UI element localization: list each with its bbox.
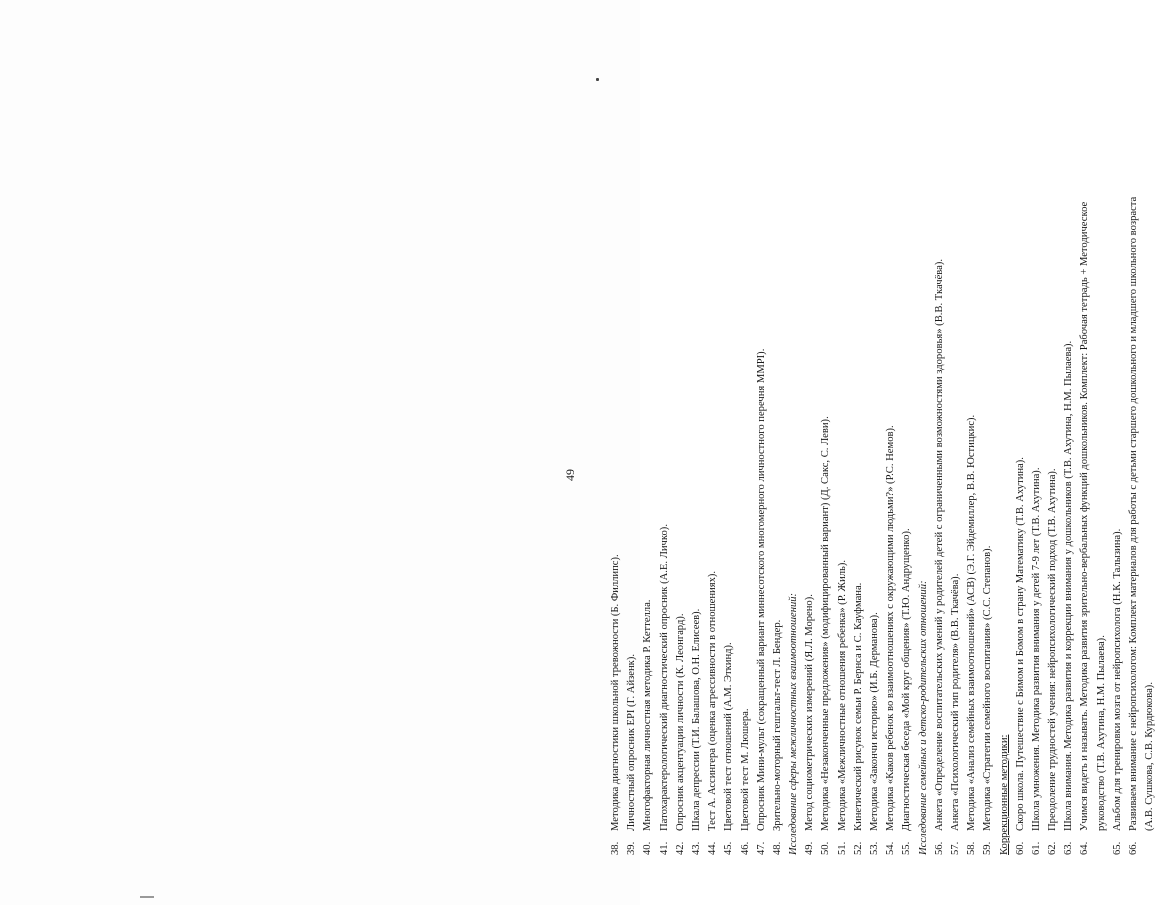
item-text: Многофакторная личностная методика Р. Кеттелла. (642, 599, 654, 831)
list-item (818, 55, 834, 855)
item-number: 40. (642, 841, 654, 855)
item-text: Патохарактерологический диагностический опросник (А.Е. Личко). (658, 524, 670, 831)
section-heading-underlined (997, 55, 1013, 855)
item-number: 44. (707, 841, 719, 855)
list-item (689, 55, 705, 855)
list-item (721, 55, 737, 855)
item-text: Кинетический рисунок семьи Р. Бернса и С. Кауфмана. (852, 582, 864, 831)
item-number: 46. (739, 841, 751, 855)
item-number: 66. (1128, 841, 1139, 855)
item-number: 56. (933, 841, 945, 855)
item-number: 38. (610, 841, 621, 855)
item-number: 54. (885, 841, 897, 855)
list-item (899, 55, 915, 855)
item-text: Методика «Каков ребенок во взаимоотношениях с окружающими людьми?» (Р.С. Немов). (885, 425, 897, 831)
methods-list (608, 55, 1158, 855)
list-item (673, 55, 689, 855)
item-number: 64. (1079, 841, 1091, 855)
item-number: 51. (836, 841, 848, 855)
item-number: 58. (966, 841, 978, 855)
item-text: Учимся видеть и называть. Методика развития зрительно-вербальных функций дошкольников. Комплект: Рабочая тетрадь + Методическое (1079, 201, 1091, 831)
list-item-continuation: руководство (Т.В. Ахутина, Н.М. Пылаева). (1095, 635, 1107, 831)
item-number: 50. (820, 841, 832, 855)
item-text: Методика «Закончи историю» (И.Б. Дерманова). (869, 612, 880, 831)
item-text: Альбом для тренировки мозга от нейропсихолога (Н.К. Талызина). (1111, 528, 1123, 831)
list-item (932, 55, 948, 855)
list-item (835, 55, 851, 855)
list-item (1061, 55, 1077, 855)
list-item (851, 55, 867, 855)
item-text: Методика «Анализ семейных взаимоотношений» (АСВ) (Э.Г. Эйдемиллер, В.В. Юстицкис). (966, 414, 978, 831)
item-number: 57. (949, 841, 961, 855)
rotated-content (560, 45, 1156, 905)
item-number: 45. (723, 841, 735, 855)
item-text: Методика диагностики школьной тревожности (Б. Филлипс). (610, 554, 621, 831)
list-item (754, 55, 770, 855)
item-number: 48. (771, 841, 783, 855)
item-text: Метод социометрических измерений (Я.Л. Морено). (804, 594, 816, 831)
section-heading: Исследование семейных и детско-родительских отношений: (917, 580, 929, 855)
item-text: Методика «Стратегии семейного воспитания» (С.С. Степанов). (982, 545, 994, 831)
item-number: 63. (1063, 841, 1075, 855)
item-text: Развиваем внимание с нейропсихологом: Комплект материалов для работы с детьми старшего дошкольного и младшего школьного возраста (1128, 196, 1139, 831)
item-number: 47. (755, 841, 767, 855)
list-item (1126, 55, 1142, 855)
item-text: Опросник Мини-мульт (сокращенный вариант миннесотского многомерного личностного перечня ММРI). (755, 348, 767, 831)
section-heading: Исследование сферы межличностных взаимоотношений: (788, 592, 800, 855)
item-number: 53. (869, 841, 880, 855)
page-number: 49 (563, 469, 577, 481)
item-text: Школа умножения. Методика развития внимания у детей 7-9 лет (Т.В. Ахутина). (1030, 467, 1042, 831)
item-text: Цветовой тест отношений (А.М. Эткинд). (723, 642, 735, 831)
list-item (1077, 55, 1093, 855)
item-text: Школа внимания. Методика развития и коррекции внимания у дошкольников (Т.В. Ахутина, Н.М. Пылаева). (1063, 340, 1075, 831)
list-item (1029, 55, 1045, 855)
item-text: Шкала депрессии (Т.И. Балашова, О.Н. Елисеев). (690, 608, 702, 831)
list-item (770, 55, 786, 855)
item-number: 42. (674, 841, 686, 855)
list-item (624, 55, 640, 855)
item-number: 39. (626, 841, 638, 855)
item-text: Анкета «Психологический тип родителя» (В.В. Ткачёва). (949, 573, 961, 831)
list-item (738, 55, 754, 855)
list-item (883, 55, 899, 855)
item-text: Скоро школа. Путешествие с Бимом и Бомом в страну Математику (Т.В. Ахутина). (1014, 457, 1026, 831)
item-number: 52. (852, 841, 864, 855)
item-text: Анкета «Определение воспитательских умений у родителей детей с ограниченными возможностями здоровья» (В.В. Ткачёва). (933, 258, 945, 831)
item-number: 60. (1014, 841, 1026, 855)
item-number: 61. (1030, 841, 1042, 855)
scan-edge-mark (140, 896, 154, 898)
list-item (802, 55, 818, 855)
list-item (867, 55, 883, 855)
item-text: Диагностическая беседа «Мой круг общения» (Т.Ю. Андрущенко). (901, 528, 913, 831)
item-number: 55. (901, 841, 913, 855)
item-text: Цветовой тест М. Люшера. (739, 708, 751, 831)
item-text: Методика «Межличностные отношения ребенка» (Р. Жиль). (836, 559, 848, 831)
item-number: 59. (982, 841, 994, 855)
item-text: Методика «Незаконченные предложения» (модифицированный вариант) (Д. Сакс, С. Леви). (820, 416, 832, 831)
item-number: 49. (804, 841, 816, 855)
item-text: Тест А. Ассингера (оценка агрессивности в отношениях). (707, 570, 719, 831)
item-number: 43. (690, 841, 702, 855)
item-number: 41. (658, 841, 670, 855)
list-item (705, 55, 721, 855)
item-text: Личностный опросник ЕРI (Г. Айзенк). (626, 653, 638, 831)
item-text: Преодоление трудностей учения: нейропсихологический подход (Т.В. Ахутина). (1047, 468, 1059, 831)
list-item-continuation: (А.В. Сушкова, С.В. Курдюкова). (1144, 682, 1156, 831)
item-text: Опросник акцентуации личности (К. Леонгард). (674, 613, 686, 831)
list-item (1045, 55, 1061, 855)
item-number: 62. (1047, 841, 1059, 855)
item-text: Зрительно-моторный гештальт-тест Л. Бендер. (771, 619, 783, 831)
list-item (608, 55, 624, 855)
list-item (980, 55, 996, 855)
list-item (640, 55, 656, 855)
list-item (948, 55, 964, 855)
list-item (964, 55, 980, 855)
list-item (1110, 55, 1126, 855)
list-item (657, 55, 673, 855)
item-number: 65. (1111, 841, 1123, 855)
list-item (1013, 55, 1029, 855)
section-heading-text: Коррекционные методики: (998, 734, 1010, 855)
